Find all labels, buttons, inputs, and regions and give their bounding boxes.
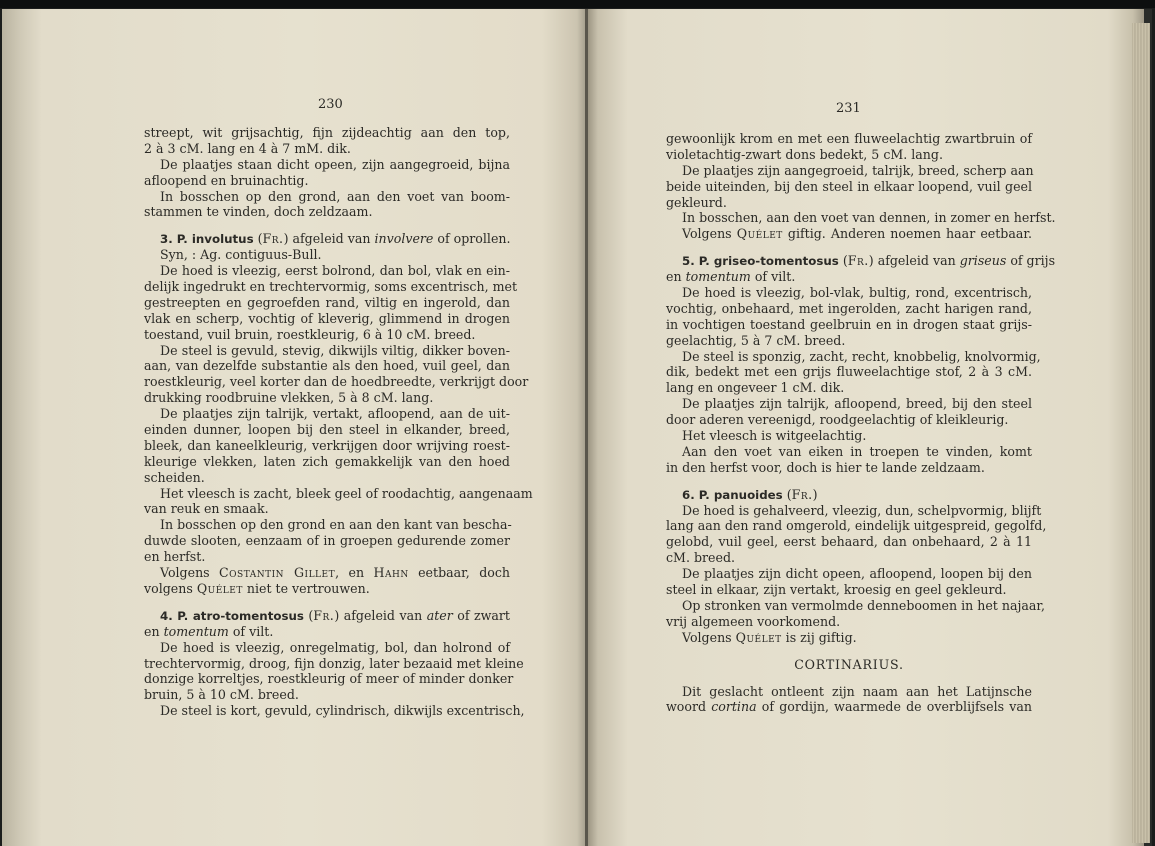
- text-line: De hoed is vleezig, eerst bolrond, dan bol, vlak en ein-: [160, 263, 510, 279]
- author-name: Fr.: [791, 486, 813, 502]
- text-line: vochtig, onbehaard, met ingerolden, zacht harigen rand,: [666, 300, 1032, 316]
- text-line: [144, 624, 510, 640]
- text-line: gewoonlijk krom en met een fluweelachtig zwartbruin of: [666, 131, 1032, 146]
- text-line: streept, wit grijsachtig, fijn zijdeachtig aan den top,: [144, 125, 510, 140]
- text-line: De hoed is gehalveerd, vleezig, dun, schelpvormig, blijft: [682, 502, 1042, 518]
- text-line: toestand, vuil bruin, roestkleurig, 6 à 10 cM. breed.: [144, 326, 476, 342]
- text-line: De hoed is vleezig, bol-vlak, bultig, rond, excentrisch,: [682, 285, 1032, 301]
- text-segment: of gordijn, waarmede de overblijfsels van: [756, 699, 1032, 715]
- text-line: lang en ongeveer 1 cM. dik.: [666, 380, 845, 396]
- text-line: [666, 630, 1032, 646]
- left-page-number: 230: [318, 97, 343, 112]
- paragraph-gap: [666, 673, 1032, 684]
- text-line: vlak en scherp, vochtig of kleverig, glimmend in drogen: [144, 310, 510, 326]
- text-line: stammen te vinden, doch zeldzaam.: [144, 204, 373, 220]
- text-segment: Volgens: [682, 226, 737, 242]
- text-line: kleurige vlekken, laten zich gemakkelijk van den hoed: [144, 453, 510, 469]
- text-line: Het vleesch is zacht, bleek geel of roodachtig, aangenaam: [160, 485, 533, 501]
- left-page-text: [144, 125, 533, 719]
- text-segment: of grijs: [1006, 253, 1056, 269]
- text-line: gekleurd.: [666, 194, 727, 210]
- author-name: Quélet: [735, 629, 782, 645]
- text-line: steel in elkaar, zijn vertakt, kroesig en geel gekleurd.: [666, 582, 1007, 598]
- text-segment: , en: [335, 565, 374, 581]
- text-segment: of oprollen.: [433, 231, 511, 247]
- text-segment: ) afgeleid van: [868, 253, 960, 269]
- text-line: aan, van dezelfde substantie als den hoed, vuil geel, dan: [144, 358, 510, 374]
- text-line: [144, 608, 510, 624]
- text-line: Het vleesch is witgeelachtig.: [682, 428, 867, 444]
- right-page-number: 231: [836, 101, 861, 116]
- text-line: Syn, : Ag. contiguus-Bull.: [160, 247, 322, 263]
- text-segment: woord: [666, 699, 712, 715]
- text-segment: ) afgeleid van: [334, 607, 427, 623]
- paragraph-gap: [144, 220, 510, 231]
- author-name: Hahn: [373, 565, 409, 581]
- text-line: De plaatjes zijn talrijk, vertakt, afloopend, aan de uit-: [160, 406, 510, 422]
- text-line: drukking roodbruine vlekken, 5 à 8 cM. lang.: [144, 390, 434, 406]
- text-segment: of vilt.: [750, 269, 796, 285]
- text-line: De steel is gevuld, stevig, dikwijls viltig, dikker boven-: [160, 342, 510, 358]
- text-line: [666, 487, 1032, 503]
- text-line: [144, 231, 510, 247]
- paragraph-gap: [666, 242, 1032, 253]
- text-line: violetachtig-zwart dons bedekt, 5 cM. lang.: [666, 146, 943, 162]
- latin-term: tomentum: [685, 269, 751, 285]
- species-heading: 6. P. panuoides: [682, 487, 783, 502]
- text-segment: ): [812, 486, 818, 502]
- author-name: Fr.: [313, 607, 335, 623]
- text-segment: of zwart: [452, 607, 510, 623]
- text-segment: (: [838, 253, 848, 269]
- text-line: einden dunner, loopen bij den steel in elkander, breed,: [144, 422, 510, 438]
- text-line: beide uiteinden, bij den steel in elkaar loopend, vuil geel: [666, 178, 1032, 194]
- text-line: dik, bedekt met een grijs fluweelachtige stof, 2 à 3 cM.: [666, 364, 1032, 380]
- text-line: De steel is sponzig, zacht, recht, knobbelig, knolvormig,: [682, 348, 1041, 364]
- text-line: delijk ingedrukt en trechtervormig, soms excentrisch, met: [144, 279, 518, 295]
- section-heading: CORTINARIUS.: [794, 656, 904, 672]
- latin-term: griseus: [959, 253, 1007, 269]
- text-line: trechtervormig, droog, fijn donzig, later bezaaid met kleine: [144, 655, 524, 671]
- text-line: De plaatjes zijn aangegroeid, talrijk, breed, scherp aan: [682, 162, 1034, 178]
- text-line: bruin, 5 à 10 cM. breed.: [144, 687, 299, 703]
- text-line: In bosschen op den grond en aan den kant van bescha-: [160, 517, 512, 533]
- text-segment: is zij giftig.: [781, 629, 857, 645]
- author-name: Fr.: [262, 231, 284, 247]
- text-line: De plaatjes staan dicht opeen, zijn aangegroeid, bijna: [160, 156, 510, 172]
- latin-term: ater: [426, 607, 453, 623]
- text-line: in vochtigen toestand geelbruin en in drogen staat grijs-: [666, 316, 1032, 332]
- paragraph-gap: [666, 646, 1032, 657]
- text-line: [144, 581, 510, 597]
- text-line: gestreepten en gegroefden rand, viltig en ingerold, dan: [144, 294, 510, 310]
- text-segment: giftig. Anderen noemen haar eetbaar.: [782, 226, 1032, 242]
- right-page-text: [666, 131, 1056, 715]
- text-line: [144, 565, 510, 581]
- text-segment: (: [253, 231, 263, 247]
- text-segment: ) afgeleid van: [283, 231, 375, 247]
- latin-term: cortina: [711, 699, 757, 715]
- text-line: cM. breed.: [666, 550, 736, 566]
- text-line: vrij algemeen voorkomend.: [666, 613, 841, 629]
- text-line: scheiden.: [144, 469, 205, 485]
- text-line: Op stronken van vermolmde denneboomen in het najaar,: [682, 597, 1046, 613]
- text-line: bleek, dan kaneelkleurig, verkrijgen door wrijving roest-: [144, 437, 510, 453]
- text-line: en herfst.: [144, 549, 206, 565]
- text-segment: (: [303, 607, 314, 623]
- text-line: Dit geslacht ontleent zijn naam aan het Latijnsche: [682, 683, 1032, 699]
- text-line: [666, 699, 1032, 715]
- species-heading: 4. P. atro-tomentosus: [160, 608, 304, 623]
- text-line: De plaatjes zijn dicht opeen, afloopend, loopen bij den: [682, 566, 1032, 582]
- species-heading: 3. P. involutus: [160, 232, 254, 247]
- text-segment: of vilt.: [228, 623, 274, 639]
- text-line: [666, 226, 1032, 242]
- text-line: donzige korreltjes, roestkleurig of meer of minder donker: [144, 671, 514, 687]
- text-line: geelachtig, 5 à 7 cM. breed.: [666, 332, 846, 348]
- text-segment: en: [666, 269, 686, 285]
- text-segment: (: [782, 486, 792, 502]
- text-line: Aan den voet van eiken in troepen te vinden, komt: [682, 443, 1032, 459]
- species-heading: 5. P. griseo-tomentosus: [682, 254, 839, 269]
- author-name: Costantin Gillet: [219, 565, 336, 581]
- text-line: duwde slooten, eenzaam of in groepen gedurende zomer: [144, 533, 510, 549]
- text-line: door aderen vereenigd, roodgeelachtig of kleikleurig.: [666, 412, 1009, 428]
- text-segment: eetbaar, doch: [408, 565, 511, 581]
- text-line: in den herfst voor, doch is hier te lande zeldzaam.: [666, 459, 985, 475]
- scan-top-border: [0, 0, 1155, 8]
- author-name: Quélet: [196, 580, 243, 596]
- latin-term: tomentum: [163, 623, 229, 639]
- text-line: van reuk en smaak.: [144, 501, 269, 517]
- right-page-edges: [1132, 23, 1150, 843]
- text-line: gelobd, vuil geel, eerst behaard, dan onbehaard, 2 à 11: [666, 534, 1032, 550]
- text-line: De plaatjes zijn talrijk, afloopend, breed, bij den steel: [682, 396, 1032, 412]
- text-line: roestkleurig, veel korter dan de hoedbreedte, verkrijgt door: [144, 374, 529, 390]
- latin-term: involvere: [374, 231, 434, 247]
- text-line: 2 à 3 cM. lang en 4 à 7 mM. dik.: [144, 140, 351, 156]
- paragraph-gap: [666, 476, 1032, 487]
- author-name: Quélet: [736, 226, 783, 242]
- text-segment: volgens: [144, 580, 197, 596]
- text-line: In bosschen, aan den voet van dennen, in zomer en herfst.: [682, 210, 1056, 226]
- text-line: [666, 253, 1056, 269]
- text-line: In bosschen op den grond, aan den voet van boom-: [160, 188, 510, 204]
- text-line: [666, 269, 1032, 285]
- text-segment: en: [144, 623, 164, 639]
- author-name: Fr.: [847, 253, 869, 269]
- text-segment: niet te vertrouwen.: [242, 580, 370, 596]
- text-segment: Volgens: [682, 629, 736, 645]
- text-segment: Volgens: [160, 565, 220, 581]
- text-line: De hoed is vleezig, onregelmatig, bol, dan holrond of: [160, 639, 510, 655]
- text-line: afloopend en bruinachtig.: [144, 172, 309, 188]
- text-line: lang aan den rand omgerold, eindelijk uitgespreid, gegolfd,: [666, 518, 1047, 534]
- paragraph-gap: [144, 597, 510, 608]
- text-line: De steel is kort, gevuld, cylindrisch, dikwijls excentrisch,: [160, 703, 525, 719]
